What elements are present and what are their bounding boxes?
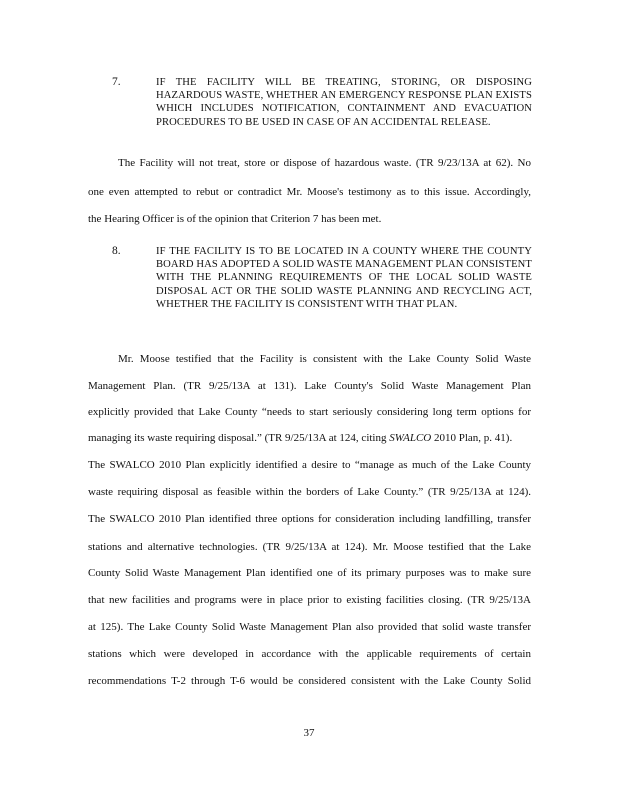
paragraph-8-line-3: explicitly provided that Lake County “needs to start seriously considering long term options for [88, 406, 531, 418]
criterion-8-text: IF THE FACILITY IS TO BE LOCATED IN A COUNTY WHERE THE COUNTY BOARD HAS ADOPTED A SOLID WASTE MANAGEMENT PLAN CONSISTENT WITH THE PLANNING REQUIREMENTS OF THE LOCAL SOLID WASTE DISPOSAL ACT OR THE SOLID WASTE PLANNING AND RECYCLING ACT, WHETHER THE FACILITY IS CONSISTENT WITH THAT PLAN. [156, 246, 532, 310]
paragraph-8-line-13: recommendations T-2 through T-6 would be considered consistent with the Lake County Solid [88, 675, 531, 687]
criterion-7-text: IF THE FACILITY WILL BE TREATING, STORING, OR DISPOSING HAZARDOUS WASTE, WHETHER AN EMERGENCY RESPONSE PLAN EXISTS WHICH INCLUDES NOTIFICATION, CONTAINMENT AND EVACUATION PROCEDURES TO BE USED IN CASE OF AN ACCIDENTAL RELEASE. [156, 77, 532, 128]
paragraph-8-line-5: The SWALCO 2010 Plan explicitly identified a desire to “manage as much of the Lake County [88, 459, 531, 471]
paragraph-8-line-11: at 125). The Lake County Solid Waste Management Plan also provided that solid waste transfer [88, 621, 531, 633]
paragraph-8-line-4-start: managing its waste requiring disposal.” (TR 9/25/13A at 124, citing [88, 432, 390, 444]
swalco-citation: SWALCO [389, 432, 432, 444]
criterion-7-number: 7. [112, 76, 121, 88]
paragraph-8-line-6: waste requiring disposal as feasible within the borders of Lake County.” (TR 9/25/13A at 124). [88, 486, 531, 498]
criterion-8-number: 8. [112, 245, 121, 257]
paragraph-8-line-1: Mr. Moose testified that the Facility is consistent with the Lake County Solid Waste [118, 353, 531, 365]
paragraph-8-line-12: stations which were developed in accordance with the applicable requirements of certain [88, 648, 531, 660]
paragraph-7-line-3: the Hearing Officer is of the opinion that Criterion 7 has been met. [88, 213, 382, 225]
paragraph-7-line-2: one even attempted to rebut or contradict Mr. Moose's testimony as to this issue. Accordingly, [88, 186, 531, 198]
paragraph-8-line-9: County Solid Waste Management Plan identified one of its primary purposes was to make sure [88, 567, 531, 579]
paragraph-8-line-4-end: 2010 Plan, p. 41). [431, 432, 513, 444]
paragraph-8-line-4 [88, 432, 531, 445]
paragraph-8-line-7: The SWALCO 2010 Plan identified three options for consideration including landfilling, transfer [88, 513, 531, 525]
paragraph-8-line-8: stations and alternative technologies. (TR 9/25/13A at 124). Mr. Moose testified that the Lake [88, 541, 531, 553]
paragraph-8-line-2: Management Plan. (TR 9/25/13A at 131). Lake County's Solid Waste Management Plan [88, 380, 531, 392]
page-number: 37 [303, 727, 315, 739]
paragraph-8-line-10: that new facilities and programs were in place prior to existing facilities closing. (TR 9/25/13A [88, 594, 531, 606]
paragraph-7-line-1: The Facility will not treat, store or dispose of hazardous waste. (TR 9/23/13A at 62). No [118, 157, 531, 169]
